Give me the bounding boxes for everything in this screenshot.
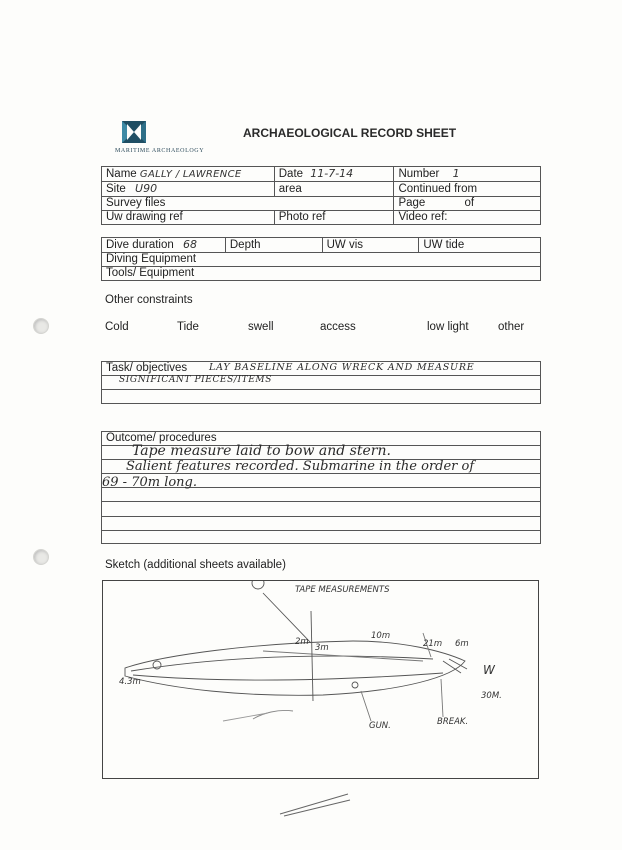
page-cell: [394, 197, 541, 211]
continued-label: Continued from: [398, 182, 478, 195]
site-label: Site: [106, 183, 126, 195]
task-label: Task/ objectives: [106, 362, 188, 374]
duration-label: Dive duration: [106, 239, 174, 251]
gun-label: GUN.: [369, 721, 391, 731]
task-line-2: SIGNIFICANT PIECES/ITEMS: [119, 375, 273, 385]
tools-cell: [102, 267, 541, 281]
task-rule-2: [102, 389, 540, 390]
record-row-survey: [102, 197, 541, 211]
mark-2m: 2m: [295, 637, 309, 647]
sheet-title: ARCHAEOLOGICAL RECORD SHEET: [243, 126, 457, 140]
dive-row-tools: [102, 267, 541, 281]
punch-hole-top: [33, 318, 49, 334]
site-cell: [102, 182, 275, 197]
record-row-site: [102, 182, 541, 197]
uw-vis-cell: [322, 238, 419, 253]
diving-equipment-cell: [102, 253, 541, 267]
logo-text: MARITIME ARCHAEOLOGY: [115, 148, 205, 154]
date-value: 11-7-14: [310, 167, 354, 180]
video-cell: [394, 211, 541, 225]
photo-cell: [274, 211, 394, 225]
continued-cell: [394, 182, 541, 197]
name-label: Name: [106, 167, 137, 180]
video-label: Video ref:: [398, 211, 448, 223]
constraint-swell: swell: [248, 321, 274, 333]
submarine-sketch: [103, 581, 538, 778]
name-value: GALLY / LAWRENCE: [139, 168, 242, 180]
outcome-line-2: Salient features recorded. Submarine in the order of: [126, 459, 475, 474]
depth-cell: [225, 238, 322, 253]
record-details-table: [101, 166, 541, 225]
mark-3m: 3m: [315, 643, 329, 653]
outcome-rule-7: [102, 530, 540, 531]
outcome-box: [101, 431, 541, 544]
duration-value: 68: [182, 238, 197, 251]
number-label: Number: [398, 168, 440, 180]
mark-21m: 21m: [423, 639, 443, 649]
constraint-low-light: low light: [427, 321, 469, 333]
logo-mark-icon: [121, 120, 147, 144]
number-value: 1: [452, 167, 460, 180]
constraint-other: other: [498, 321, 525, 333]
area-cell: [274, 182, 394, 197]
dive-row-duration: [102, 238, 541, 253]
outcome-rule-5: [102, 501, 540, 502]
uw-drawing-label: Uw drawing ref: [106, 211, 183, 223]
uw-tide-label: UW tide: [423, 238, 465, 251]
depth-label: Depth: [229, 238, 261, 251]
maritime-archaeology-logo: [115, 120, 205, 160]
survey-label: Survey files: [106, 197, 166, 209]
outcome-rule-6: [102, 516, 540, 517]
constraint-tide: Tide: [177, 321, 199, 333]
diving-equipment-label: Diving Equipment: [106, 253, 197, 265]
outcome-label: Outcome/ procedures: [106, 432, 217, 444]
tools-label: Tools/ Equipment: [106, 267, 195, 279]
sketch-box: [102, 580, 539, 779]
date-cell: [274, 167, 394, 182]
area-label: area: [278, 182, 302, 195]
name-cell: [102, 167, 275, 182]
task-box: [101, 361, 541, 404]
page-label: Page: [398, 197, 426, 209]
constraint-cold: Cold: [105, 321, 129, 333]
mark-w: W: [483, 663, 495, 677]
duration-cell: [102, 238, 226, 253]
outcome-line-1: Tape measure laid to bow and stern.: [132, 443, 391, 459]
number-cell: [394, 167, 541, 182]
uw-tide-cell: [419, 238, 541, 253]
site-value: U90: [135, 182, 158, 195]
punch-hole-bottom: [33, 549, 49, 565]
tape-measurements-label: TAPE MEASUREMENTS: [295, 585, 390, 595]
constraints-heading: Other constraints: [105, 294, 193, 306]
mark-30m: 30M.: [481, 691, 502, 701]
mark-4-3m: 4.3m: [119, 677, 141, 687]
of-label: of: [464, 197, 475, 209]
uw-drawing-cell: [102, 211, 275, 225]
outcome-line-3: 69 - 70m long.: [102, 475, 198, 490]
mark-6m: 6m: [455, 639, 469, 649]
photo-label: Photo ref: [278, 211, 326, 223]
stray-pen-mark: [278, 788, 358, 818]
uw-vis-label: UW vis: [326, 238, 364, 251]
dive-row-diving-equipment: [102, 253, 541, 267]
mark-10m: 10m: [371, 631, 391, 641]
survey-cell: [102, 197, 394, 211]
date-label: Date: [278, 168, 304, 180]
break-label: BREAK.: [437, 717, 469, 727]
dive-details-table: [101, 237, 541, 281]
record-row-refs: [102, 211, 541, 225]
task-line-1: LAY BASELINE ALONG WRECK AND MEASURE: [209, 362, 475, 373]
record-row-name: [102, 167, 541, 182]
constraint-access: access: [320, 321, 356, 333]
sketch-label: Sketch (additional sheets available): [105, 559, 286, 571]
